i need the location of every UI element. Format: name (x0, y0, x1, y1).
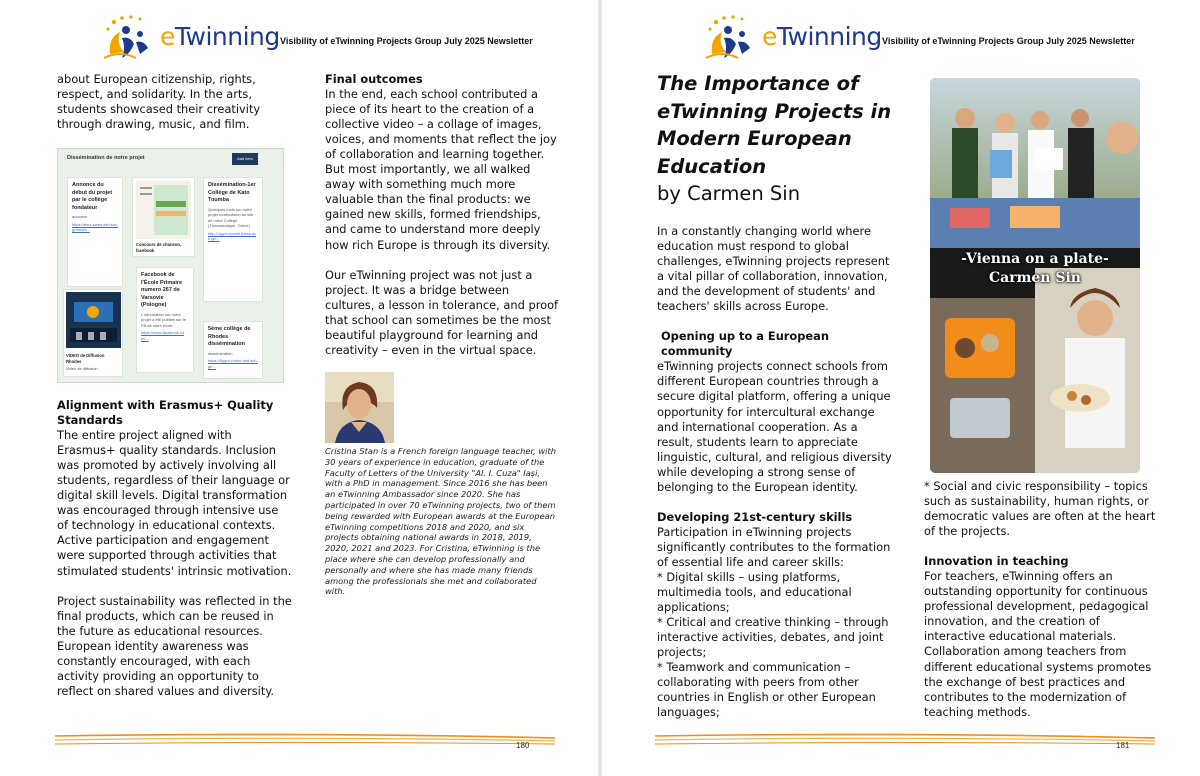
add-item-button: Add item (232, 153, 258, 165)
page-header (702, 14, 1162, 64)
card-sub: L'information sur notre projet a été publiée sur le FB de notre école (141, 311, 186, 328)
intro-paragraph: about European citizenship, rights, respect, and solidarity. In the arts, students showcased their creativity through drawing, music, and film. (57, 72, 261, 132)
sustainability-paragraph: Project sustainability was reflected in the final products, which can be reused in the future as educational resources. European identity awareness was constantly encouraged, with each activity providing an opportunity to reflect on shared values and diversity. (57, 593, 292, 698)
author-portrait (325, 372, 394, 443)
skills-heading: Developing 21st-century skills (657, 509, 853, 524)
author-bio: Cristina Stan is a French foreign language teacher, with 30 years of experience in education, graduate of the Faculty of Letters of the University "Al. I. Cuza" Iași, with a PhD in management. Since 2016 she has been an eTwinning Ambassador since 2020. She has participated in over 70 eTwinning projects, two of them being rewarded with European awards at the European eTwinning competitions 2018 and 2020, and six projects obtaining national awards in 2018, 2019, 2020, 2021 and 2023. For Cristina, eTwinning is the place where she can develop professionally and personally and where she has made many friends among the professionals she met and collaborated with. (325, 446, 556, 597)
logo-wordmark: eTwinning (160, 22, 280, 51)
card-title: Dissémination-1er Collège de Kato Toumba (208, 182, 256, 203)
video-thumbnail (66, 292, 121, 348)
left-page (0, 0, 598, 776)
intro-paragraph: In a constantly changing world where education must respond to global challenges, eTwinning projects represent a vital pillar of collaboration, innovation, and the development of students' and teachers' skills across Europe. (657, 224, 890, 314)
card-sub: dissémination (208, 350, 233, 356)
logo-wordmark-rest: Twinning (776, 22, 882, 51)
right-col-2 (924, 479, 1164, 735)
innovation-heading: Innovation in teaching (924, 554, 1069, 569)
card-varsovie (136, 267, 194, 373)
card-link: https://bsrs-swsa.dsd.sch.gr/enubi... (72, 221, 119, 232)
logo-wordmark: eTwinning (762, 22, 882, 51)
card-title: VIDEO de Diffusion Rhodes (66, 353, 105, 364)
innovation-paragraph: For teachers, eTwinning offers an outstanding opportunity for continuous professional development, pedagogical innovation, and the creation of interactive educational materials. Collaboration among teachers from different educational systems promotes the exchange of best practices and contributes to the modernization of teaching methods. (924, 569, 1152, 719)
left-col-2 (325, 72, 559, 373)
right-col-1 (657, 224, 897, 720)
right-page (602, 0, 1200, 776)
page-number: 180 (516, 741, 530, 750)
skills-intro: Participation in eTwinning projects significantly contributes to the formation of essential life and career skills: (657, 524, 891, 569)
alignment-heading: Alignment with Erasmus+ Quality Standards (57, 398, 274, 428)
opening-paragraph: eTwinning projects connect schools from different European countries through a secure digital platform, offering a unique opportunity for intercultural exchange and international cooperation. As a result, students learn to appreciate linguistic, cultural, and religious diversity while developing a strong sense of belonging to the European identity. (657, 359, 892, 494)
social-responsibility-item: * Social and civic responsibility – topics such as sustainability, human rights, or democratic values are often at the heart of the projects. (924, 479, 1156, 539)
card-title: Facebook de l'École Primaire numero 267 de Varsovie (Pologne) (141, 272, 183, 308)
article-byline: by Carmen Sin (657, 182, 801, 205)
card-video (63, 289, 123, 377)
skill-item-critical: * Critical and creative thinking – through interactive activities, debates, and joint projects; (657, 615, 889, 660)
page-number: 181 (1116, 741, 1130, 750)
card-kato-toumba (203, 177, 263, 302)
logo-wordmark-rest: Twinning (174, 22, 280, 51)
screenshot-header (58, 149, 283, 169)
card-title: 5ème collège de Rhodes dissémination (208, 326, 251, 347)
dissemination-screenshot (57, 148, 284, 383)
final-outcomes-heading: Final outcomes (325, 72, 423, 86)
vienna-photo-collage (930, 78, 1140, 473)
poster-thumbnail (136, 181, 191, 239)
card-link: https://5gym-rodou.dod.sch.gr/... (208, 358, 258, 369)
card-title: Annonce du début du projet par le collège fondateur (72, 182, 113, 211)
page-header (100, 14, 560, 64)
final-outcomes-paragraph: In the end, each school contributed a piece of its heart to the creation of a collective video – a collage of images, voices, and moments that reflect the joy of collaboration and learning together. But most importantly, we all walked away with something much more valuable than the final products: we gained new skills, formed friendships, and came to understand more deeply how rich Europe is through its diversity. (325, 87, 557, 252)
footer-swoosh (55, 732, 555, 748)
skill-item-teamwork: * Teamwork and communication – collaborating with peers from other countries in English or other European languages; (657, 660, 876, 720)
skill-item-digital: * Digital skills – using platforms, multimedia tools, and educational applications; (657, 569, 852, 615)
card-sub: Video de diffusion (66, 366, 98, 371)
card-link: http://1gym-toumb.thess.sch.gr/... (208, 230, 257, 241)
footer-swoosh (655, 732, 1155, 748)
screenshot-title: Dissémination de notre projet (67, 155, 145, 161)
card-caption: Concours de chanson, facebook (136, 242, 182, 253)
left-col-1-lower (57, 398, 292, 714)
opening-heading: Opening up to a European community (661, 329, 829, 359)
card-rhodes (203, 321, 263, 379)
card-sub: annonce (72, 214, 88, 219)
article-title (657, 70, 897, 208)
left-col-1 (57, 72, 289, 147)
card-concours (132, 177, 195, 257)
bridge-paragraph: Our eTwinning project was not just a project. It was a bridge between cultures, a lesson in tolerance, and proof that school can sometimes be the most beautiful playground for learning and creativity – even in the virtual space. (325, 267, 559, 357)
photo-caption: -Vienna on a plate- Carmen Sin (961, 251, 1109, 286)
newsletter-title: Visibility of eTwinning Projects Group July 2025 Newsletter (280, 36, 533, 46)
card-link: https://www.facebook.com/... (141, 330, 185, 341)
alignment-paragraph: The entire project aligned with Erasmus+ quality standards. Inclusion was promoted by actively involving all students, regardless of their language or digital skill levels. Digital transformation was encouraged through intensive use of technology in educational contexts. Active participation and engagement were supported through activities that stimulated students' intrinsic motivation. (57, 428, 292, 578)
card-annonce (67, 177, 123, 287)
article-title-text: The Importance of eTwinning Projects in Modern European Education (657, 72, 892, 178)
newsletter-title: Visibility of eTwinning Projects Group July 2025 Newsletter (882, 36, 1135, 46)
card-sub: Quelques mots sur notre projet multiculturel au site de notre Collège (Thessalonique, Grèce) (208, 206, 254, 228)
